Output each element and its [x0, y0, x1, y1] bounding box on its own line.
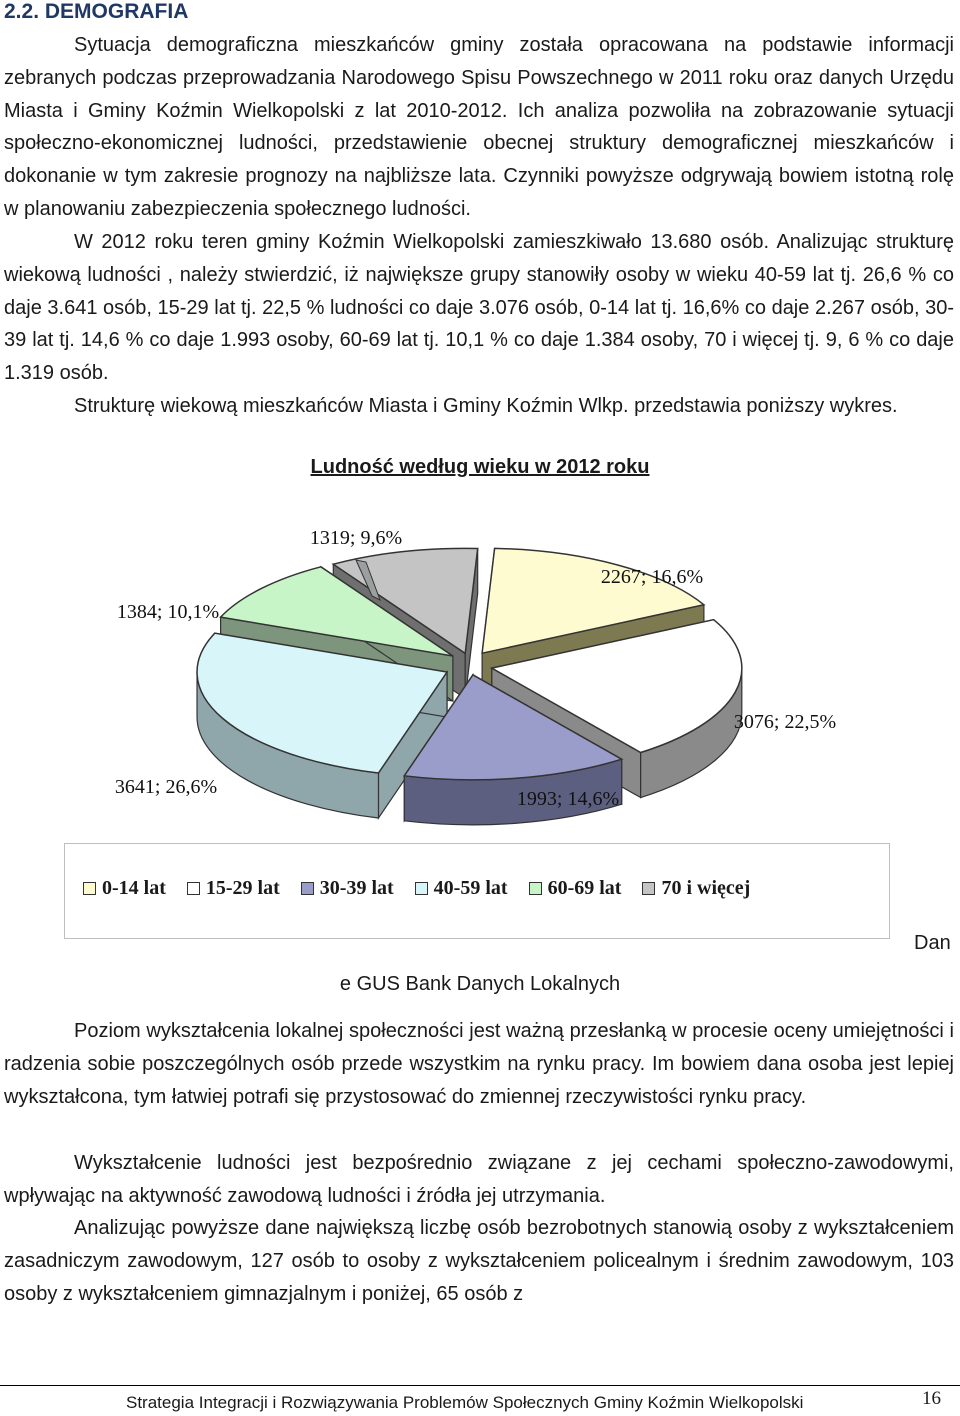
paragraph-population-text: W 2012 roku teren gminy Koźmin Wielkopolski zamieszkiwało 13.680 osób. Analizując strukturę wiekową ludności , należy stwierdzić, iż największe grupy stanowiły osoby w wieku 40-59 lat tj. 26,6 % co daje 3.641 osób, 15-29 lat tj. 22,5 % ludności co daje 3.076 osób, 0-14 lat tj. 16,6% co daje 2.267 osób, 30-39 lat tj. 14,6 % co daje 1.993 osoby, 60-69 lat tj. 10,1 % co daje 1.384 osoby, 70 i więcej tj. 9, 6 % co daje 1.319 osób.: [4, 231, 954, 385]
paragraph-chart-intro: [4, 390, 954, 423]
legend-label: 60-69 lat: [547, 877, 622, 899]
chart-title: Ludność według wieku w 2012 roku: [310, 456, 650, 478]
legend-swatch: [642, 882, 655, 895]
legend-label: 30-39 lat: [319, 877, 394, 899]
legend-label: 0-14 lat: [102, 877, 166, 899]
paragraph-education-2-text: Wykształcenie ludności jest bezpośrednio związane z jej cechami społeczno-zawodowymi, wpływając na aktywność zawodową ludności i źródła jej utrzymania.: [4, 1152, 954, 1207]
legend-label: 70 i więcej: [661, 877, 751, 899]
legend-item: [529, 877, 622, 900]
legend-swatch: [415, 882, 428, 895]
legend-swatch: [301, 882, 314, 895]
section-heading: 2.2. DEMOGRAFIA: [4, 0, 189, 23]
paragraph-education-2: [4, 1147, 954, 1213]
paragraph-population: [4, 226, 954, 390]
data-label: 3076; 22,5%: [733, 711, 837, 733]
source-note-part2: e GUS Bank Danych Lokalnych: [339, 973, 621, 995]
data-label: 2267; 16,6%: [600, 566, 704, 588]
legend-label: 15-29 lat: [205, 877, 280, 899]
legend-swatch: [83, 882, 96, 895]
paragraph-intro-text: Sytuacja demograficzna mieszkańców gminy została opracowana na podstawie informacji zebranych podczas przeprowadzania Narodowego Spisu Powszechnego w 2011 roku oraz danych Urzędu Miasta i Gminy Koźmin Wielkopolski z lat 2010-2012. Ich analiza pozwoliła na zobrazowanie sytuacji społeczno-ekonomicznej ludności, przedstawienie obecnej struktury demograficznej mieszkańców i dokonanie w tym zakresie prognozy na najbliższe lata. Czynniki powyższe odgrywają bowiem istotną rolę w planowaniu zabezpieczenia społecznego ludności.: [4, 34, 954, 220]
legend-item: [642, 877, 750, 900]
legend-items: [83, 877, 771, 900]
legend-swatch: [187, 882, 200, 895]
footer-title: Strategia Integracji i Rozwiązywania Problemów Społecznych Gminy Koźmin Wielkopolski: [126, 1393, 804, 1412]
legend-item: [415, 877, 508, 900]
source-note-part1: Dan: [914, 932, 951, 954]
chart-legend: [64, 843, 890, 939]
paragraph-education: [4, 1015, 954, 1113]
page-number: 16: [922, 1388, 941, 1409]
paragraph-unemployment: [4, 1212, 954, 1310]
legend-item: [187, 877, 280, 900]
data-label: 1319; 9,6%: [309, 527, 403, 549]
paragraph-unemployment-text: Analizując powyższe dane największą liczbę osób bezrobotnych stanowią osoby z wykształceniem zasadniczym zawodowym, 127 osób to osoby z wykształceniem policealnym i średnim zawodowym, 103 osoby z wykształceniem gimnazjalnym i poniżej, 65 osób z: [4, 1217, 954, 1305]
legend-item: [83, 877, 166, 900]
legend-label: 40-59 lat: [433, 877, 508, 899]
paragraph-chart-intro-text: Strukturę wiekową mieszkańców Miasta i Gminy Koźmin Wlkp. przedstawia poniższy wykres.: [74, 395, 898, 417]
pie-chart: [0, 500, 960, 840]
footer-divider: [0, 1385, 960, 1386]
data-label: 1384; 10,1%: [116, 601, 220, 623]
data-label: 3641; 26,6%: [114, 776, 218, 798]
paragraph-intro: [4, 29, 954, 226]
data-label: 1993; 14,6%: [516, 788, 620, 810]
paragraph-education-text: Poziom wykształcenia lokalnej społeczności jest ważną przesłanką w procesie oceny umiejętności i radzenia sobie poszczególnych osób przede wszystkim na rynku pracy. Im bowiem dana osoba jest lepiej wykształcona, tym łatwiej potrafi się przystosować do zmiennej rzeczywistości rynku pracy.: [4, 1020, 954, 1108]
legend-swatch: [529, 882, 542, 895]
legend-item: [301, 877, 394, 900]
